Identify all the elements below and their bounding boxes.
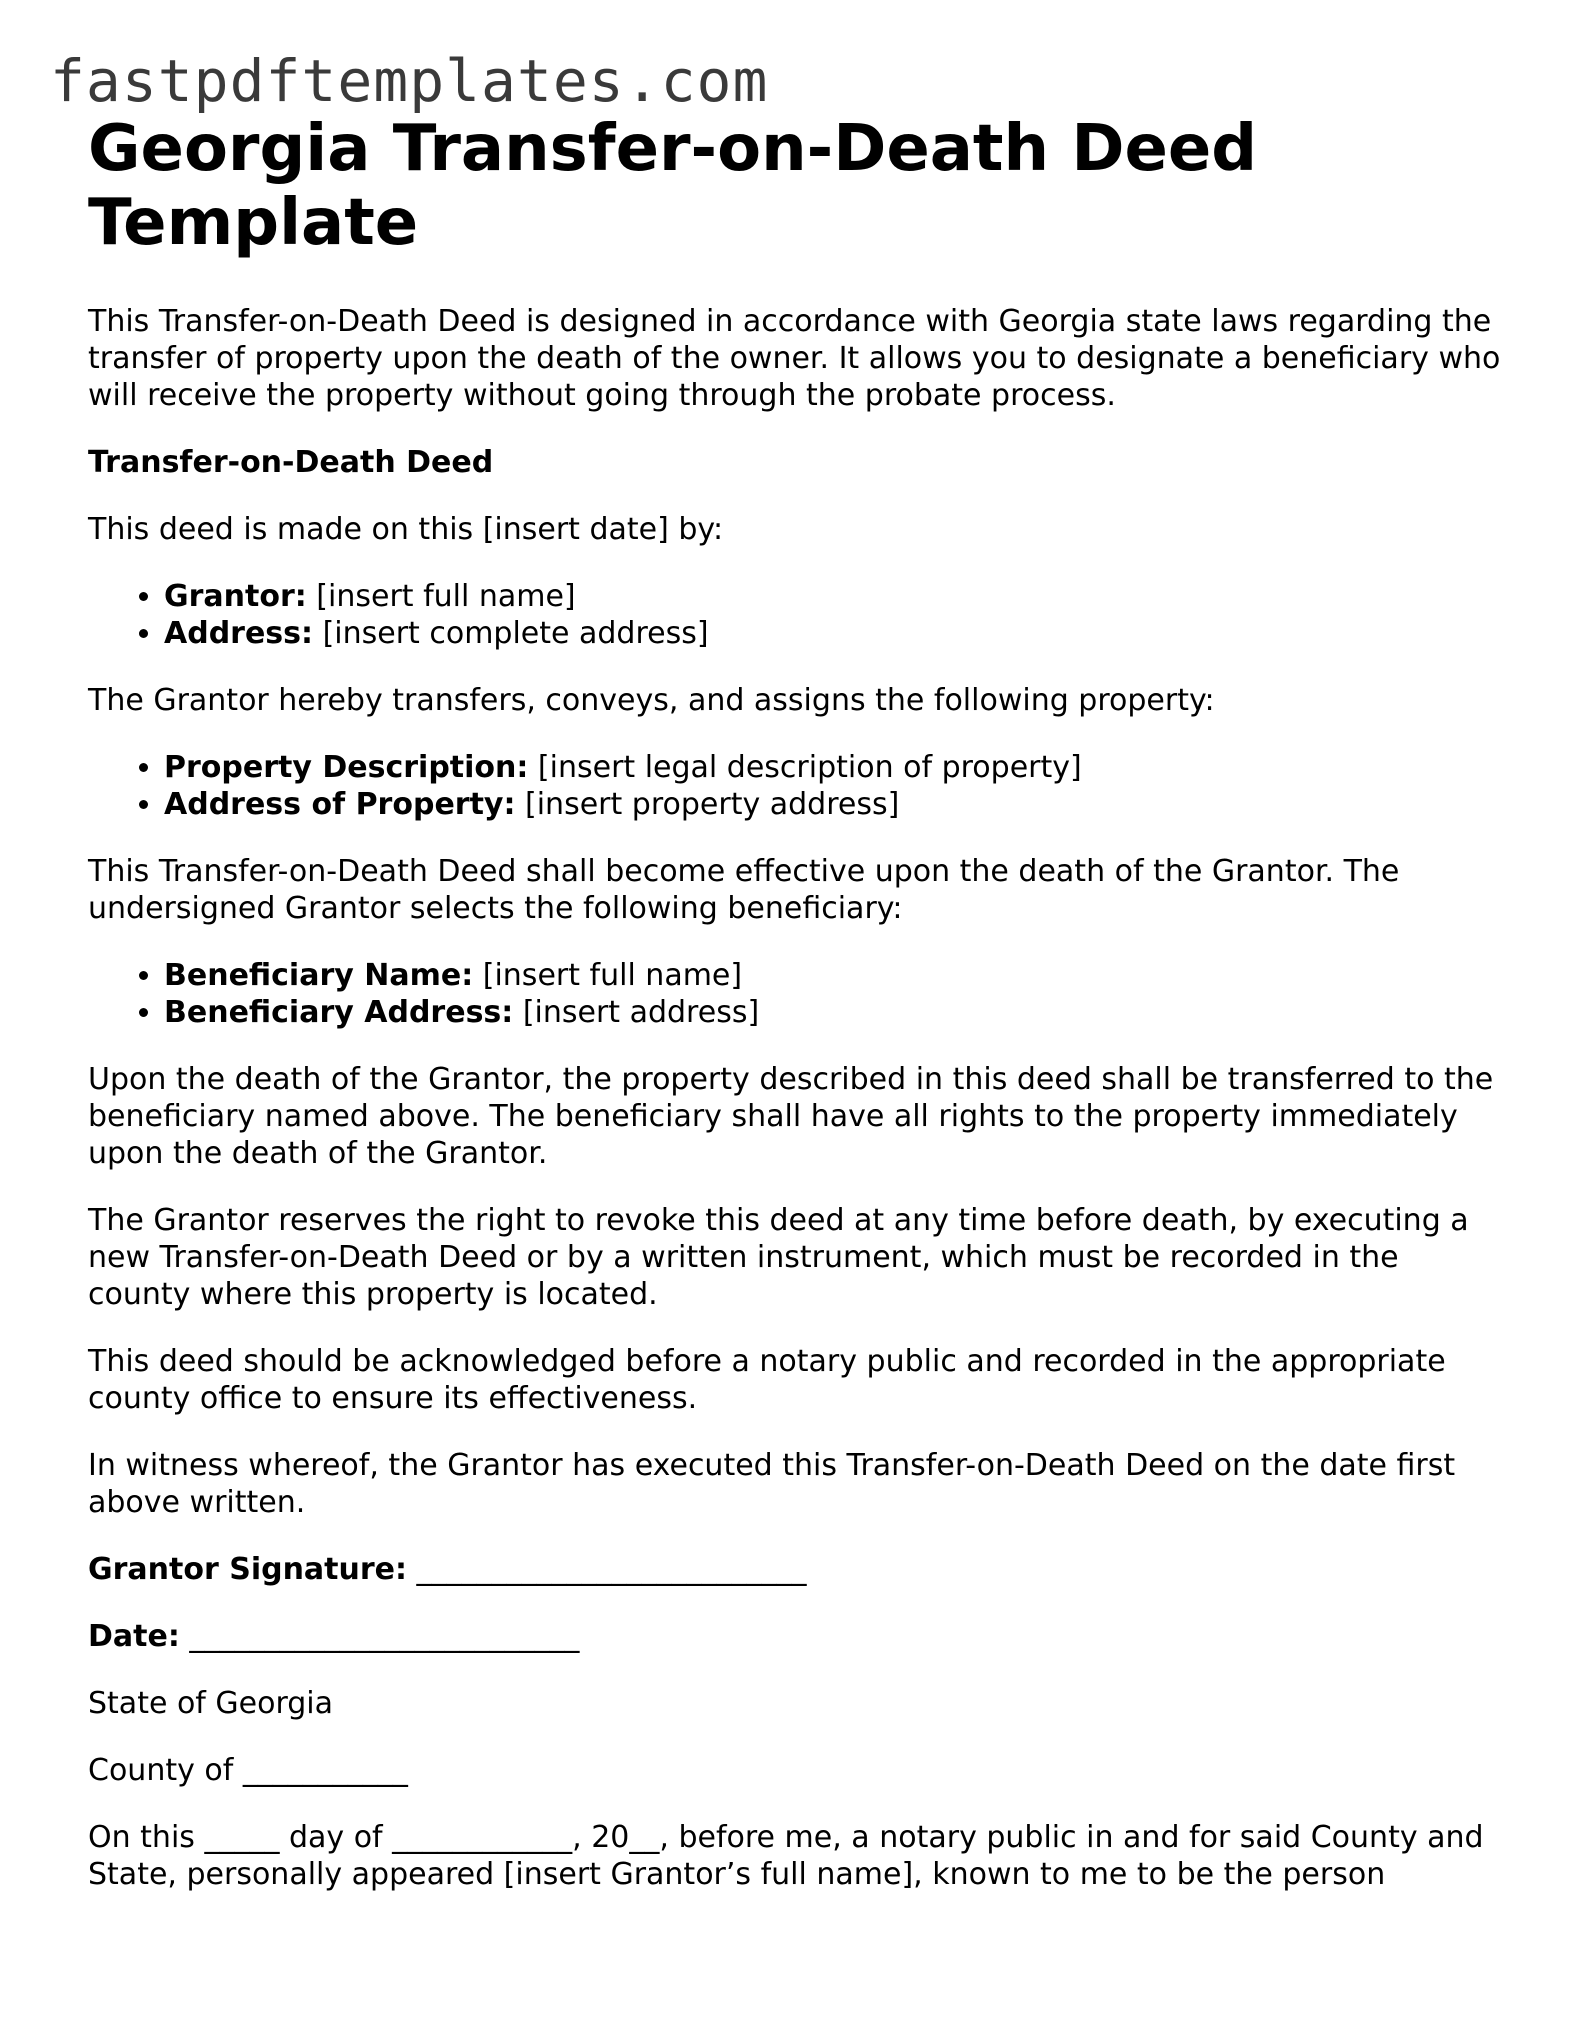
county-line: County of ___________	[88, 1753, 408, 1788]
list-item	[164, 786, 1508, 823]
field-value: [insert full name]	[473, 958, 743, 993]
effective-paragraph: This Transfer-on-Death Deed shall become effective upon the death of the Grantor. The undersigned Grantor selects the following beneficiary:	[88, 854, 1400, 926]
list-item	[164, 957, 1508, 994]
date-label: Date:	[88, 1619, 180, 1654]
revoke-paragraph: The Grantor reserves the right to revoke this deed at any time before death, by executing a new Transfer-on-Death Deed or by a written instrument, which must be recorded in the county where this property is located.	[88, 1203, 1469, 1312]
grantor-list	[88, 578, 1508, 652]
watermark: fastpdftemplates.com	[50, 47, 769, 115]
witness-paragraph: In witness whereof, the Grantor has executed this Transfer-on-Death Deed on the date first above written.	[88, 1448, 1456, 1520]
upon-death-paragraph: Upon the death of the Grantor, the property described in this deed shall be transferred to the beneficiary named above. The beneficiary shall have all rights to the property immediately upon the death of the Grantor.	[88, 1062, 1494, 1171]
field-label: Beneficiary Address:	[164, 995, 514, 1030]
field-value: [insert legal description of property]	[528, 750, 1082, 785]
field-value: [insert address]	[513, 995, 760, 1030]
signature-line	[88, 1551, 1508, 1588]
made-on-line: This deed is made on this [insert date] by:	[88, 512, 724, 547]
field-label: Address:	[164, 616, 314, 651]
list-item	[164, 578, 1508, 615]
notary-note-paragraph: This deed should be acknowledged before a notary public and recorded in the appropriate county office to ensure its effectiveness.	[88, 1344, 1446, 1416]
acknowledgment-paragraph: On this _____ day of ____________, 20__, before me, a notary public in and for said County and State, personally appeared [insert Grantor’s full name], known to me to be the person	[88, 1820, 1484, 1892]
beneficiary-list	[88, 957, 1508, 1031]
field-label: Address of Property:	[164, 787, 516, 822]
field-label: Property Description:	[164, 750, 529, 785]
property-list	[88, 749, 1508, 823]
section-heading: Transfer-on-Death Deed	[88, 445, 494, 480]
field-value: [insert full name]	[306, 579, 576, 614]
field-value: [insert property address]	[515, 787, 900, 822]
list-item	[164, 994, 1508, 1031]
intro-paragraph: This Transfer-on-Death Deed is designed in accordance with Georgia state laws regarding the transfer of property upon the death of the owner. It allows you to designate a beneficiary who will receive the property without going through the probate process.	[88, 304, 1501, 413]
page-title: Georgia Transfer-on-Death Deed Template	[88, 112, 1258, 260]
signature-blank: __________________________	[407, 1552, 807, 1587]
field-label: Grantor:	[164, 579, 307, 614]
transfer-line: The Grantor hereby transfers, conveys, and assigns the following property:	[88, 683, 1215, 718]
date-blank: __________________________	[179, 1619, 580, 1654]
date-line	[88, 1618, 1508, 1655]
list-item	[164, 615, 1508, 652]
list-item	[164, 749, 1508, 786]
signature-label: Grantor Signature:	[88, 1552, 408, 1587]
document-body	[88, 112, 1508, 1893]
field-label: Beneficiary Name:	[164, 958, 474, 993]
state-line: State of Georgia	[88, 1686, 334, 1721]
field-value: [insert complete address]	[313, 616, 709, 651]
